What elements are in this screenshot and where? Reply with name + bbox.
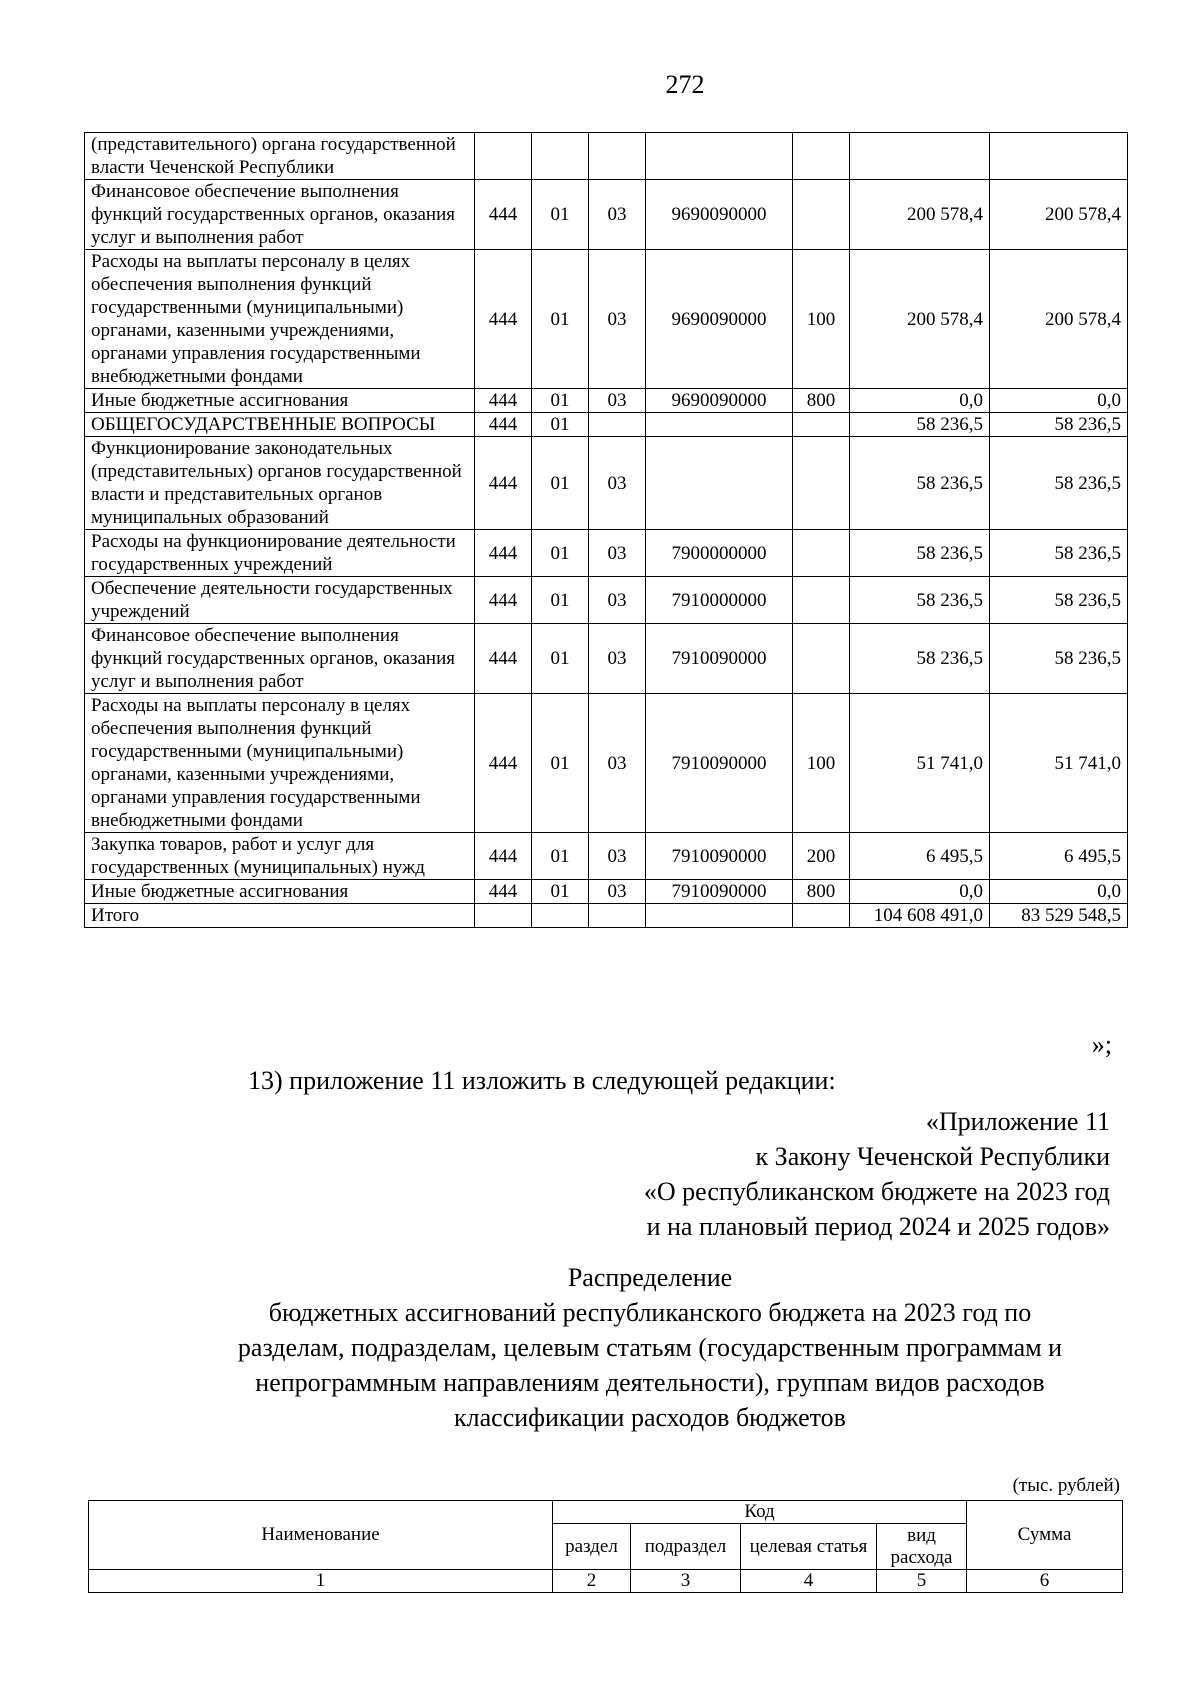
ministry-code: 444 bbox=[475, 880, 532, 904]
subsection-code: 03 bbox=[589, 624, 646, 694]
header-subsection: подраздел bbox=[631, 1524, 741, 1570]
amount-2024: 0,0 bbox=[850, 389, 990, 413]
header-name: Наименование bbox=[89, 1501, 553, 1570]
section-code: 01 bbox=[532, 389, 589, 413]
table-row bbox=[85, 624, 1128, 694]
expense-type-code: 200 bbox=[793, 833, 850, 880]
subsection-code: 03 bbox=[589, 833, 646, 880]
row-name: Финансовое обеспечение выполнения функций государственных органов, оказания услуг и выполнения работ bbox=[85, 624, 475, 694]
ministry-code: 444 bbox=[475, 250, 532, 389]
amount-2024: 104 608 491,0 bbox=[850, 904, 990, 928]
target-item-code: 7910000000 bbox=[646, 577, 793, 624]
header-code: Код bbox=[553, 1501, 967, 1524]
subsection-code: 03 bbox=[589, 694, 646, 833]
ministry-code: 444 bbox=[475, 389, 532, 413]
table-row bbox=[85, 530, 1128, 577]
ministry-code bbox=[475, 133, 532, 180]
section-code: 01 bbox=[532, 413, 589, 437]
ministry-code bbox=[475, 904, 532, 928]
expense-type-code: 100 bbox=[793, 250, 850, 389]
row-name: Расходы на функционирование деятельности государственных учреждений bbox=[85, 530, 475, 577]
row-name: Иные бюджетные ассигнования bbox=[85, 880, 475, 904]
ministry-code: 444 bbox=[475, 577, 532, 624]
ministry-code: 444 bbox=[475, 437, 532, 530]
amount-2024: 58 236,5 bbox=[850, 530, 990, 577]
table-row bbox=[85, 250, 1128, 389]
expense-type-code: 800 bbox=[793, 880, 850, 904]
column-number: 3 bbox=[631, 1570, 741, 1593]
amount-2024: 200 578,4 bbox=[850, 250, 990, 389]
row-name: Расходы на выплаты персоналу в целях обеспечения выполнения функций государственными (муниципальными) органами, казенными учреждениями, органами управления государственными внебюджетными фондами bbox=[85, 250, 475, 389]
page-number: 272 bbox=[665, 70, 705, 99]
amount-2025: 0,0 bbox=[990, 880, 1128, 904]
amount-2025 bbox=[990, 133, 1128, 180]
expense-type-code bbox=[793, 437, 850, 530]
table-row bbox=[85, 904, 1128, 928]
row-name: (представительного) органа государственной власти Чеченской Республики bbox=[85, 133, 475, 180]
section-code: 01 bbox=[532, 180, 589, 250]
amount-2025: 51 741,0 bbox=[990, 694, 1128, 833]
header-sum: Сумма bbox=[967, 1501, 1123, 1570]
target-item-code bbox=[646, 133, 793, 180]
amount-2024: 58 236,5 bbox=[850, 437, 990, 530]
subsection-code: 03 bbox=[589, 880, 646, 904]
appendix-line: «Приложение 11 bbox=[925, 1107, 1110, 1136]
amount-2024: 58 236,5 bbox=[850, 413, 990, 437]
appendix-header bbox=[644, 1104, 1110, 1244]
row-name: Функционирование законодательных (представительных) органов государственной власти и представительных органов муниципальных образований bbox=[85, 437, 475, 530]
expense-type-code bbox=[793, 577, 850, 624]
section-code: 01 bbox=[532, 437, 589, 530]
expense-type-code bbox=[793, 133, 850, 180]
ministry-code: 444 bbox=[475, 530, 532, 577]
expense-type-code bbox=[793, 904, 850, 928]
column-number: 2 bbox=[553, 1570, 631, 1593]
ministry-code: 444 bbox=[475, 413, 532, 437]
subsection-code: 03 bbox=[589, 389, 646, 413]
amount-2025: 83 529 548,5 bbox=[990, 904, 1128, 928]
ministry-code: 444 bbox=[475, 694, 532, 833]
table-row bbox=[85, 437, 1128, 530]
section-code: 01 bbox=[532, 577, 589, 624]
target-item-code bbox=[646, 413, 793, 437]
target-item-code: 9690090000 bbox=[646, 250, 793, 389]
table-row bbox=[85, 180, 1128, 250]
table-row bbox=[85, 133, 1128, 180]
heading-line: бюджетных ассигнований республиканского бюджета на 2023 год по bbox=[268, 1298, 1032, 1327]
heading-title: Распределение bbox=[567, 1263, 733, 1292]
heading-line: разделам, подразделам, целевым статьям (государственным программам и bbox=[237, 1333, 1063, 1362]
row-name: ОБЩЕГОСУДАРСТВЕННЫЕ ВОПРОСЫ bbox=[85, 413, 475, 437]
target-item-code: 9690090000 bbox=[646, 180, 793, 250]
header-expense-type: вид расхода bbox=[877, 1524, 967, 1570]
appendix-line: к Закону Чеченской Республики bbox=[755, 1142, 1110, 1171]
amount-2024: 200 578,4 bbox=[850, 180, 990, 250]
amount-2024: 6 495,5 bbox=[850, 833, 990, 880]
ministry-code: 444 bbox=[475, 624, 532, 694]
row-name: Итого bbox=[85, 904, 475, 928]
column-number: 5 bbox=[877, 1570, 967, 1593]
subsection-code: 03 bbox=[589, 577, 646, 624]
appendix-line: «О республиканском бюджете на 2023 год bbox=[643, 1177, 1110, 1206]
heading-line: классификации расходов бюджетов bbox=[454, 1403, 846, 1432]
amount-2025: 58 236,5 bbox=[990, 413, 1128, 437]
section-code: 01 bbox=[532, 250, 589, 389]
section-code bbox=[532, 904, 589, 928]
budget-table bbox=[84, 132, 1128, 928]
target-item-code: 9690090000 bbox=[646, 389, 793, 413]
amount-2024: 51 741,0 bbox=[850, 694, 990, 833]
amendment-paragraph: 13) приложение 11 изложить в следующей редакции: bbox=[248, 1066, 836, 1095]
quote-end: »; bbox=[1091, 1030, 1112, 1059]
expense-type-code bbox=[793, 624, 850, 694]
amount-2025: 0,0 bbox=[990, 389, 1128, 413]
table-row bbox=[85, 833, 1128, 880]
amount-2025: 58 236,5 bbox=[990, 624, 1128, 694]
amount-2025: 58 236,5 bbox=[990, 530, 1128, 577]
target-item-code: 7910090000 bbox=[646, 880, 793, 904]
expense-type-code bbox=[793, 413, 850, 437]
section-code: 01 bbox=[532, 530, 589, 577]
expense-type-code bbox=[793, 530, 850, 577]
subsection-code bbox=[589, 904, 646, 928]
ministry-code: 444 bbox=[475, 180, 532, 250]
row-name: Расходы на выплаты персоналу в целях обеспечения выполнения функций государственными (муниципальными) органами, казенными учреждениями, органами управления государственными внебюджетными фондами bbox=[85, 694, 475, 833]
heading-line: непрограммным направлениям деятельности), группам видов расходов bbox=[255, 1368, 1045, 1397]
row-name: Финансовое обеспечение выполнения функций государственных органов, оказания услуг и выполнения работ bbox=[85, 180, 475, 250]
section-code: 01 bbox=[532, 833, 589, 880]
header-target-item: целевая статья bbox=[741, 1524, 877, 1570]
allocation-table-header bbox=[88, 1500, 1123, 1593]
subsection-code bbox=[589, 133, 646, 180]
amount-2025: 58 236,5 bbox=[990, 577, 1128, 624]
column-number: 4 bbox=[741, 1570, 877, 1593]
subsection-code: 03 bbox=[589, 180, 646, 250]
units-label: (тыс. рублей) bbox=[1012, 1475, 1120, 1496]
appendix-line: и на плановый период 2024 и 2025 годов» bbox=[646, 1212, 1110, 1241]
column-number: 6 bbox=[967, 1570, 1123, 1593]
subsection-code: 03 bbox=[589, 250, 646, 389]
expense-type-code: 800 bbox=[793, 389, 850, 413]
expense-type-code bbox=[793, 180, 850, 250]
amount-2025: 200 578,4 bbox=[990, 250, 1128, 389]
table-row bbox=[85, 577, 1128, 624]
row-name: Иные бюджетные ассигнования bbox=[85, 389, 475, 413]
amount-2025: 6 495,5 bbox=[990, 833, 1128, 880]
section-code: 01 bbox=[532, 624, 589, 694]
target-item-code: 7910090000 bbox=[646, 833, 793, 880]
table-row bbox=[85, 880, 1128, 904]
amount-2025: 58 236,5 bbox=[990, 437, 1128, 530]
target-item-code: 7910090000 bbox=[646, 694, 793, 833]
amount-2024: 58 236,5 bbox=[850, 577, 990, 624]
amount-2024 bbox=[850, 133, 990, 180]
row-name: Обеспечение деятельности государственных учреждений bbox=[85, 577, 475, 624]
table-row bbox=[85, 413, 1128, 437]
document-heading bbox=[100, 1260, 1200, 1435]
target-item-code: 7900000000 bbox=[646, 530, 793, 577]
subsection-code bbox=[589, 413, 646, 437]
subsection-code: 03 bbox=[589, 530, 646, 577]
subsection-code: 03 bbox=[589, 437, 646, 530]
row-name: Закупка товаров, работ и услуг для государственных (муниципальных) нужд bbox=[85, 833, 475, 880]
column-number: 1 bbox=[89, 1570, 553, 1593]
amount-2025: 200 578,4 bbox=[990, 180, 1128, 250]
table-row bbox=[85, 694, 1128, 833]
target-item-code bbox=[646, 904, 793, 928]
table-row bbox=[85, 389, 1128, 413]
section-code: 01 bbox=[532, 694, 589, 833]
amount-2024: 0,0 bbox=[850, 880, 990, 904]
amount-2024: 58 236,5 bbox=[850, 624, 990, 694]
section-code: 01 bbox=[532, 880, 589, 904]
ministry-code: 444 bbox=[475, 833, 532, 880]
target-item-code: 7910090000 bbox=[646, 624, 793, 694]
section-code bbox=[532, 133, 589, 180]
target-item-code bbox=[646, 437, 793, 530]
expense-type-code: 100 bbox=[793, 694, 850, 833]
header-section: раздел bbox=[553, 1524, 631, 1570]
